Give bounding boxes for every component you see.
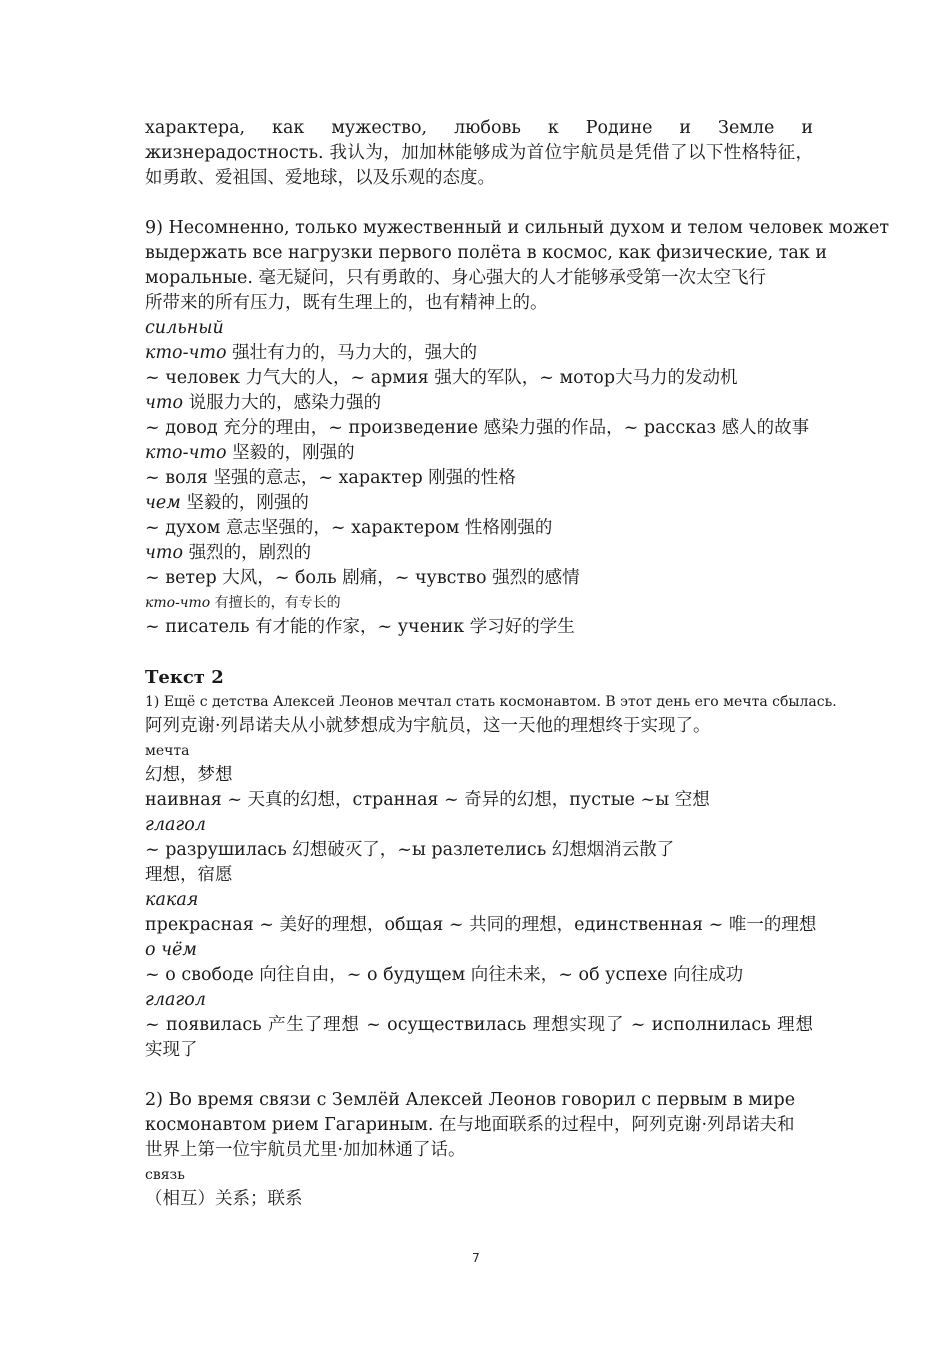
vocab-meaning: 理想，宿愿 xyxy=(145,865,233,885)
sense-example: ~ писатель 有才能的作家，~ ученик 学习好的学生 xyxy=(145,617,575,637)
sense-gloss: 坚毅的，刚强的 xyxy=(180,493,309,513)
sense-gloss: 强壮有力的，马力大的，强大的 xyxy=(226,343,478,363)
vocab-meaning: 幻想，梦想 xyxy=(145,765,233,785)
sense-cue: что xyxy=(145,543,184,563)
page-content xyxy=(145,116,890,1212)
sense-cue: кто-что xyxy=(145,595,211,611)
sense-entry xyxy=(145,391,813,441)
sense-cue: что xyxy=(145,393,184,413)
item9-line: выдержать все нагрузки первого полёта в космос, как физические, так и xyxy=(145,243,827,263)
vocab-example: ~ появилась 产生了理想 ~ осуществилась 理想实现了 ~ исполнилась 理想实现了 xyxy=(145,1015,813,1060)
vocab-headword: мечта xyxy=(145,743,190,759)
sense-entry xyxy=(145,441,813,491)
vocab-cue: глагол xyxy=(145,990,206,1010)
item9-line: 9) Несомненно, только мужественный и сильный духом и телом человек может xyxy=(145,218,890,238)
item1-russian: 1) Ещё с детства Алексей Леонов мечтал стать космонавтом. В этот день его мечта сбылась. xyxy=(145,694,837,710)
item2-line: 2) Во время связи с Землёй Алексей Леонов говорил с первым в мире xyxy=(145,1090,796,1110)
sense-entry xyxy=(145,591,813,640)
vocab-example: наивная ~ 天真的幻想，странная ~ 奇异的幻想，пустые ~ы 空想 xyxy=(145,790,710,810)
page-number: 7 xyxy=(472,1251,480,1265)
sense-gloss: 说服力大的，感染力强的 xyxy=(183,393,382,413)
sense-gloss: 有擅长的，有专长的 xyxy=(210,595,341,611)
vocab-meaning: （相互）关系；联系 xyxy=(145,1189,303,1209)
sense-example: ~ духом 意志坚强的，~ характером 性格刚强的 xyxy=(145,518,553,538)
sense-gloss: 坚毅的，刚强的 xyxy=(226,443,355,463)
sense-gloss: 强烈的，剧烈的 xyxy=(183,543,312,563)
vocab-headword: связь xyxy=(145,1167,185,1183)
vocab-example: ~ о свободе 向往自由，~ о будущем 向往未来，~ об успехе 向往成功 xyxy=(145,965,744,985)
sense-example: ~ человек 力气大的人，~ армия 强大的军队，~ мотор大马力的发动机 xyxy=(145,368,738,388)
sense-entry xyxy=(145,491,813,541)
vocab-cue: о чём xyxy=(145,940,197,960)
section-heading: Текст 2 xyxy=(145,667,224,688)
item2-line: 世界上第一位宇航员尤里·加加林通了话。 xyxy=(145,1140,466,1160)
item9-line: 所带来的所有压力，既有生理上的，也有精神上的。 xyxy=(145,293,548,313)
item1-chinese: 阿列克谢·列昂诺夫从小就梦想成为宇航员，这一天他的理想终于实现了。 xyxy=(145,716,711,736)
sense-example: ~ воля 坚强的意志，~ характер 刚强的性格 xyxy=(145,468,516,488)
sense-entry xyxy=(145,341,813,391)
vocab-headword: сильный xyxy=(145,318,224,338)
sense-cue: кто-что xyxy=(145,443,227,463)
sense-entry xyxy=(145,541,813,591)
vocab-cue: глагол xyxy=(145,815,206,835)
item2-line: космонавтом рием Гагариным. 在与地面联系的过程中，阿列克谢·列昂诺夫和 xyxy=(145,1115,795,1135)
vocab-example: ~ разрушилась 幻想破灭了，~ы разлетелись 幻想烟消云散了 xyxy=(145,840,675,860)
item9-line: моральные. 毫无疑问，只有勇敢的、身心强大的人才能够承受第一次太空飞行 xyxy=(145,268,766,288)
sense-example: ~ довод 充分的理由，~ произведение 感染力强的作品，~ рассказ 感人的故事 xyxy=(145,418,810,438)
sense-cue: чем xyxy=(145,493,181,513)
vocab-example: прекрасная ~ 美好的理想，общая ~ 共同的理想，единственная ~ 唯一的理想 xyxy=(145,915,817,935)
sense-cue: кто-что xyxy=(145,343,227,363)
intro-paragraph: характера, как мужество, любовь к Родине и Земле и жизнерадостность. 我认为，加加林能够成为首位宇航员是凭借了以下性格特征，如勇敢、爱祖国、爱地球，以及乐观的态度。 xyxy=(145,118,813,188)
vocab-cue: какая xyxy=(145,890,199,910)
sense-example: ~ ветер 大风，~ боль 剧痛，~ чувство 强烈的感情 xyxy=(145,568,580,588)
